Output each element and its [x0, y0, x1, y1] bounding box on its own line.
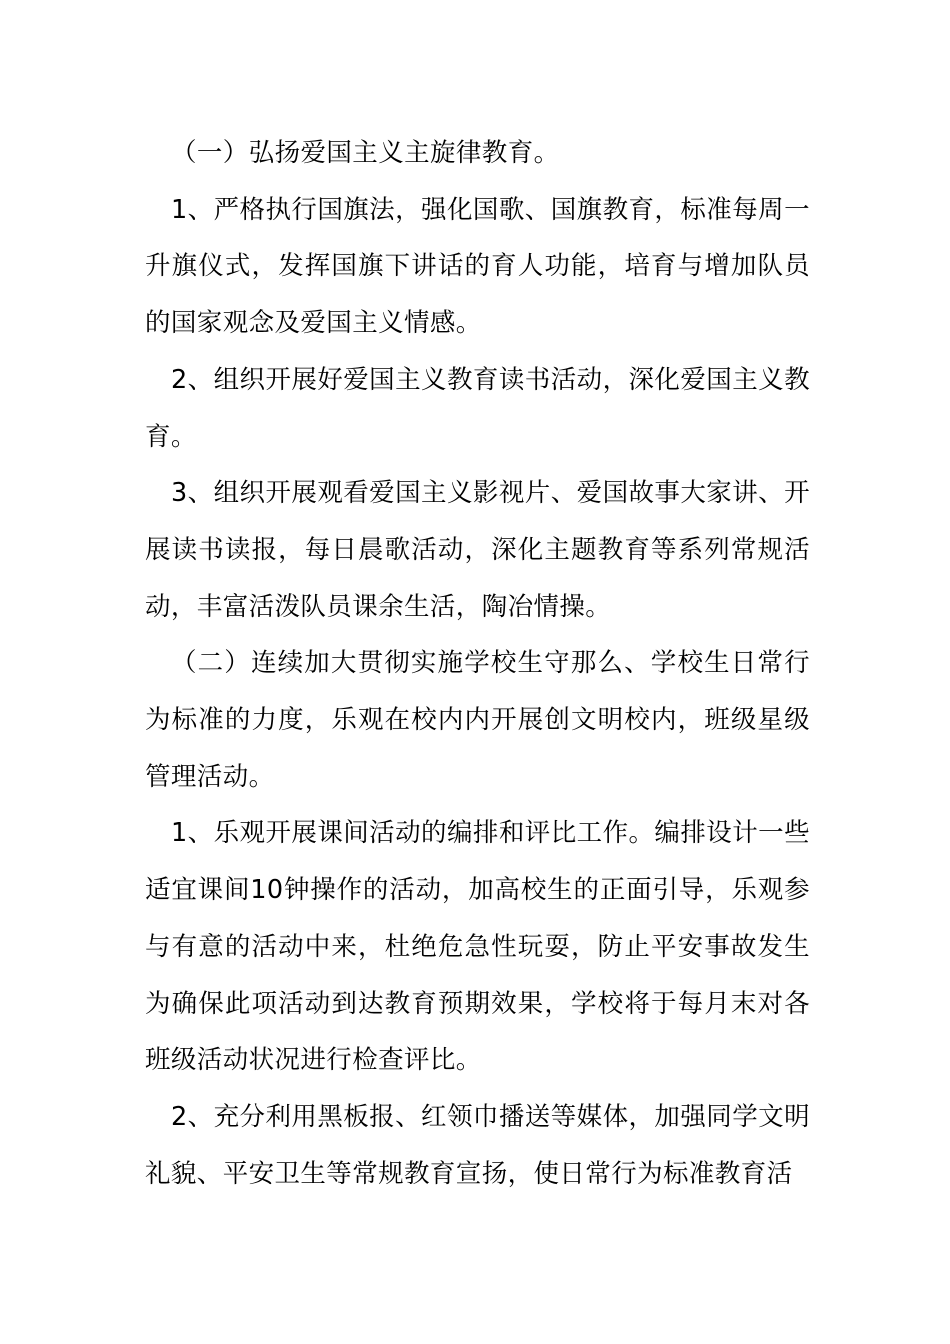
section-heading-patriotic-education: （一）弘扬爱国主义主旋律教育。: [171, 138, 560, 168]
paragraph-flag-law: 1、严格执行国旗法，强化国歌、国旗教育，标准每周一升旗仪式，发挥国旗下讲话的育人功能，培育与增加队员的国家观念及爱国主义情感。: [145, 194, 810, 339]
paragraph-break-activities: 1、乐观开展课间活动的编排和评比工作。编排设计一些适宜课间10钟操作的活动，加高校生的正面引导，乐观参与有意的活动中来，杜绝危急性玩耍，防止平安事故发生为确保此项活动到达教育预期效果，学校将于每月末对各班级活动状况进行检查评比。: [145, 818, 810, 1076]
section-heading-behavior-standards: （二）连续加大贯彻实施学校生守那么、学校生日常行为标准的力度，乐观在校内内开展创文明校内，班级星级管理活动。: [145, 648, 810, 792]
paragraph-film-viewing: 3、组织开展观看爱国主义影视片、爱国故事大家讲、开展读书读报，每日晨歌活动，深化主题教育等系列常规活动，丰富活泼队员课余生活，陶冶情操。: [145, 478, 810, 622]
paragraph-reading-activity: 2、组织开展好爱国主义教育读书活动，深化爱国主义教育。: [145, 364, 810, 452]
document-body: [145, 125, 810, 1202]
paragraph-media-publicity: 2、充分利用黑板报、红领巾播送等媒体，加强同学文明礼貌、平安卫生等常规教育宣扬，使日常行为标准教育活: [145, 1101, 810, 1189]
